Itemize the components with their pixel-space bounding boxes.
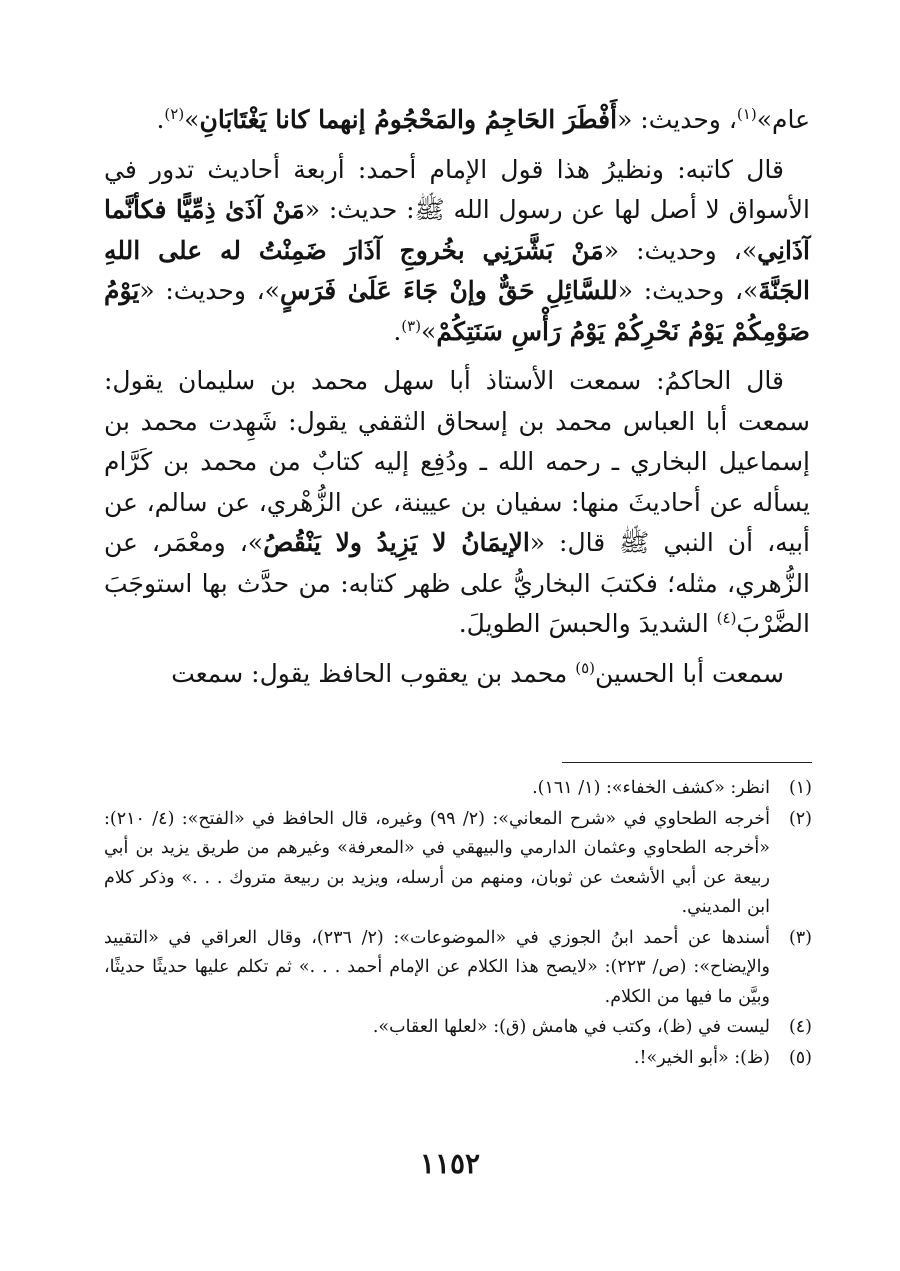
page-number: ١١٥٢	[419, 1147, 481, 1180]
footnote-number: (٤)	[788, 1017, 812, 1037]
footnote-number: (٢)	[788, 808, 812, 829]
paragraph-2	[104, 150, 810, 353]
footnote-text: انظر: «كشف الخفاء»: (١/ ١٦١).	[532, 778, 770, 798]
footnote-2	[104, 805, 812, 923]
hadith-quote: مَنْ آذَىٰ ذِمِّيًّا فكأنَّما آذَانِي	[104, 195, 810, 265]
text-run: عام»	[756, 105, 810, 134]
footnote-ref-3[interactable]: (٣)	[401, 316, 422, 335]
hadith-quote: الإيمَانُ لا يَزِيدُ ولا يَنْقُصُ	[263, 528, 530, 557]
footnote-text: أسندها عن أحمد ابنُ الجوزي في «الموضوعات»: (٢/ ٢٣٦)، وقال العراقي في «التقييد والإيضاح»: (ص/ ٢٢٣): «لايصح هذا الكلام عن الإمام أحمد . . .» ثم تكلم عليها حديثًا حديثًا، وبيَّن ما فيها من الكلام.	[104, 927, 771, 1007]
text-run: »، وحديث: «	[603, 235, 758, 265]
footnote-ref-4[interactable]: (٤)	[716, 609, 737, 627]
footnote-text: أخرجه الطحاوي في «شرح المعاني»: (٢/ ٩٩) وغيره، قال الحافظ في «الفتح»: (٤/ ٢١٠): «أخرجه الطحاوي وعثمان الدارمي والبيهقي في «المعرفة» وغيرهم من طريق يزيد بن أبي ربيعة عن أبي الأشعث عن ثوبان، ومنهم من أرسله، ويزيد بن ربيعة متروك . . .» وذكر كلام ابن المديني.	[104, 808, 770, 917]
main-text	[104, 100, 810, 703]
footnote-text: (ظ): «أبو الخير»!.	[633, 1047, 770, 1068]
text-run: محمد بن يعقوب الحافظ يقول: سمعت	[171, 658, 576, 688]
footnote-4	[104, 1013, 812, 1043]
footnote-3	[104, 924, 812, 1013]
text-run: سمعت أبا الحسين	[594, 658, 784, 688]
text-run: »، ومعْمَر، عن الزُّهري، مثله؛ فكتبَ البخاريُّ على ظهر كتابه: من حدَّث بها استوجَبَ الضَّرْبَ	[104, 528, 810, 638]
footnote-ref-1[interactable]: (١)	[736, 105, 757, 123]
footnote-divider	[562, 762, 812, 763]
text-run: »، وحديث: «	[139, 276, 280, 305]
text-run: الشديدَ والحبسَ الطويلَ.	[458, 609, 717, 638]
footnote-text: ليست في (ظ)، وكتب في هامش (ق): «لعلها العقاب».	[372, 1017, 770, 1037]
paragraph-4	[104, 654, 810, 695]
hadith-quote: أَفْطَرَ الحَاجِمُ والمَحْجُومُ إنهما كانا يَغْتَابَانِ	[199, 105, 618, 134]
footnote-1	[104, 774, 812, 804]
text-run: .	[156, 105, 165, 134]
text-run: »	[184, 105, 200, 134]
paragraph-1	[104, 100, 810, 141]
text-run: »	[421, 316, 437, 346]
footnote-number: (٥)	[788, 1047, 812, 1068]
footnote-5	[104, 1044, 812, 1074]
footnote-number: (٣)	[788, 927, 812, 948]
text-run: »، وحديث: «	[617, 276, 759, 305]
paragraph-3	[104, 361, 810, 645]
text-run: قال كاتبه: ونظيرُ هذا قول الإمام أحمد: أربعة أحاديث تدور في الأسواق لا أصل لها عن رسول الله ﷺ: حديث: «	[104, 154, 810, 224]
footnote-ref-5[interactable]: (٥)	[575, 658, 595, 677]
text-run: قال الحاكمُ: سمعت الأستاذ أبا سهل محمد بن سليمان يقول: سمعت أبا العباس محمد بن إسحاق الثقفي يقول: شَهِدت محمد بن إسماعيل البخاري ـ رحمه الله ـ ودُفِع إليه كتابٌ من محمد بن كَرَّام يسأله عن أحاديثَ منها: سفيان بن عيينة، عن الزُّهْري، عن سالم، عن أبيه، أن النبي ﷺ قال: «	[104, 366, 811, 557]
text-run: .	[393, 316, 402, 346]
footnote-number: (١)	[788, 778, 812, 798]
hadith-quote: للسَّائِلِ حَقٌّ وإنْ جَاءَ عَلَىٰ فَرَسٍ	[279, 276, 618, 305]
hadith-quote: مَنْ بَشَّرَنِي بخُروجِ آذَارَ ضَمِنْتُ له على اللهِ الجَنَّةَ	[104, 235, 810, 305]
text-run: ، وحديث: «	[617, 105, 737, 134]
hadith-quote: يَوْمُ صَوْمِكُمْ يَوْمُ نَحْرِكُمْ يَوْمُ رَأْسِ سَنَتِكُمْ	[104, 276, 810, 346]
footnotes	[104, 774, 812, 1074]
footnote-ref-2[interactable]: (٢)	[164, 105, 185, 123]
